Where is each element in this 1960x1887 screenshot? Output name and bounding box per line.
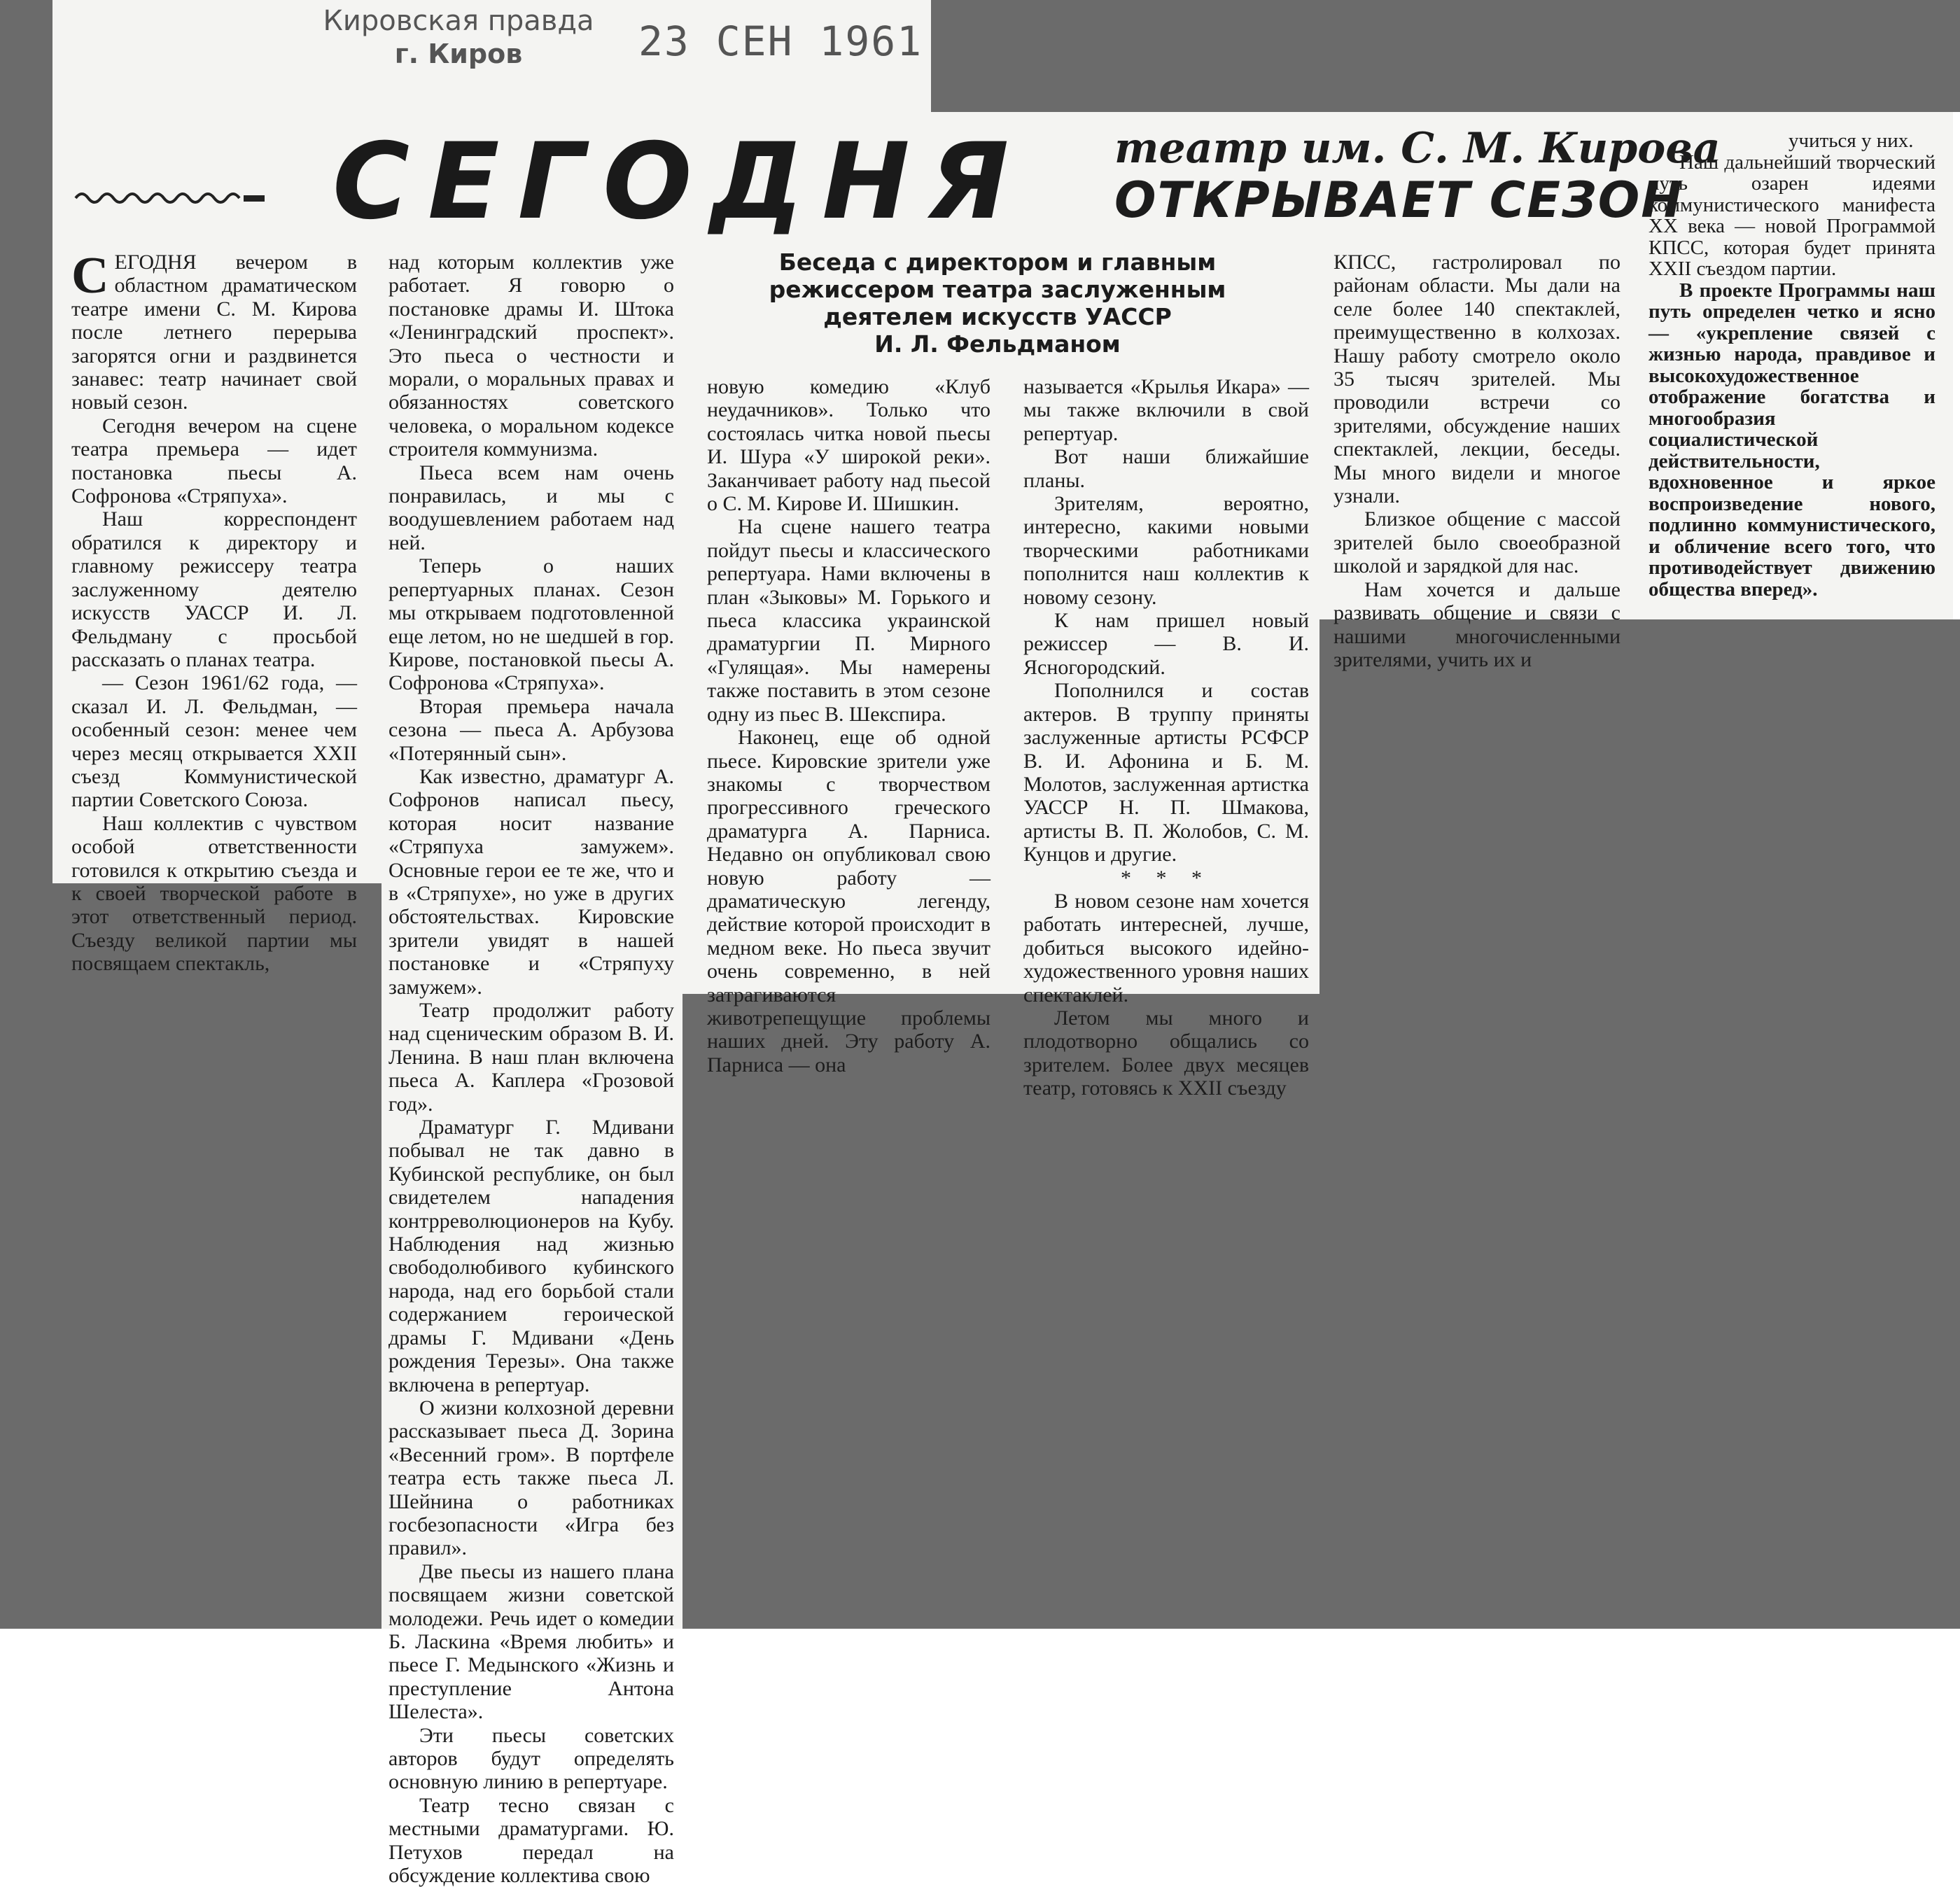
subhead-line: Беседа с директором и главным	[778, 248, 1217, 276]
stamp-newspaper-name: Кировская правда	[323, 5, 594, 37]
subhead-line: И. Л. Фельдманом	[874, 330, 1121, 358]
stamp-date: 23 СЕН 1961	[638, 17, 923, 65]
paragraph: В проекте Программы наш путь определен четко и ясно — «укрепление связей с жизнью народа, правдивое и высокохудожественное отображение богатства и многообразия социалистической действительности, вдохновенное и яркое воспроизведение нового, подлинно коммунистического, и обличение всего того, что противодействует движению общества вперед».	[1648, 279, 1935, 601]
paragraph	[71, 247, 357, 414]
article-column-3	[707, 375, 990, 1076]
paragraph: Как известно, драматург А. Софронов написал пьесу, которая носит название «Стряпуха замужем». Основные герои ее те же, что и в «Стряпухе», но уже в других обстоятельствах. Кировские зрители увидят в нашей постановке и «Стряпуху замужем».	[388, 764, 674, 999]
paragraph: Наш корреспондент обратился к директору и главному режиссеру театра заслуженному деятелю искусств УАССР И. Л. Фельдману с просьбой рассказать о планах театра.	[71, 507, 357, 671]
paragraph: На сцене нашего театра пойдут пьесы и классического репертуара. Нами включены в план «Зыковы» М. Горького и пьеса классика украинской драматургии П. Мирного «Гулящая». Мы намерены также поставить в этом сезоне одну из пьес В. Шекспира.	[707, 515, 990, 726]
article-column-1	[71, 247, 357, 976]
subhead-line: деятелем искусств УАССР	[823, 303, 1172, 330]
paragraph: Наш коллектив с чувством особой ответственности готовился к открытию съезда и к своей творческой работе в этот ответственный период. Съезду великой партии мы посвящаем спектакль,	[71, 811, 357, 976]
headline-wave-ornament	[76, 188, 265, 209]
interview-subhead	[700, 248, 1295, 358]
dropcap: С	[71, 247, 109, 304]
subhead-line: режиссером театра заслуженным	[769, 276, 1226, 303]
paragraph: Эти пьесы советских авторов будут определять основную линию в репертуаре.	[388, 1723, 674, 1794]
paragraph: КПСС, гастролировал по районам области. Мы дали на селе более 140 спектаклей, преимущественно в колхозах. Нашу работу смотрело около 35 тысяч зрителей. Мы проводили встречи со зрителями, обсуждение наших спектаклей, лекции, беседы. Мы много видели и многое узнали.	[1334, 251, 1620, 508]
headline-line2: ОТКРЫВАЕТ СЕЗОН	[1114, 171, 1684, 229]
paragraph: Две пьесы из нашего плана посвящаем жизни советской молодежи. Речь идет о комедии Б. Ласкина «Время любить» и пьесе Г. Медынского «Жизнь и преступление Антона Шелеста».	[388, 1559, 674, 1724]
paragraph: — Сезон 1961/62 года, — сказал И. Л. Фельдман, — особенный сезон: менее чем через месяц открывается XXII съезд Коммунистической партии Советского Союза.	[71, 671, 357, 812]
paragraph: над которым коллектив уже работает. Я говорю о постановке драмы И. Штока «Ленинградский проспект». Это пьеса о честности и морали, о моральных правах и обязанностях советского человека, о моральном кодексе строителя коммунизма.	[388, 251, 674, 461]
paragraph: Нам хочется и дальше развивать общение и связи с нашими многочисленными зрителями, учить их и	[1334, 577, 1620, 671]
paragraph: Зрителям, вероятно, интересно, какими новыми творческими работниками пополнится наш коллектив к новому сезону.	[1023, 492, 1309, 609]
paragraph: называется «Крылья Икара» — мы также включили в свой репертуар.	[1023, 375, 1309, 445]
background-lower-left	[0, 883, 382, 1629]
paragraph: К нам пришел новый режиссер — В. И. Ясногородский.	[1023, 609, 1309, 679]
background-top	[931, 0, 1960, 112]
paragraph: Теперь о наших репертуарных планах. Сезон мы открываем подготовленной еще летом, но не шедшей в гор. Кирове, постановкой пьесы А. Софронова «Стряпуха».	[388, 554, 674, 695]
paragraph: В новом сезоне нам хочется работать интересней, лучше, добиться высокого идейно-художественного уровня наших спектаклей.	[1023, 889, 1309, 1006]
paragraph: Театр тесно связан с местными драматургами. Ю. Петухов передал на обсуждение коллектива свою	[388, 1793, 674, 1887]
paragraph: Вторая премьера начала сезона — пьеса А. Арбузова «Потерянный сын».	[388, 694, 674, 765]
background-lower-middle	[682, 994, 1960, 1629]
article-column-2	[388, 251, 674, 1887]
paragraph: Пополнился и состав актеров. В труппу приняты заслуженные артисты РСФСР В. И. Афонина и Б. М. Молотов, заслуженная артистка УАССР Н. П. Шмакова, артисты В. П. Жолобов, С. М. Кунцов и другие.	[1023, 679, 1309, 867]
paragraph: Театр продолжит работу над сценическим образом В. И. Ленина. В наш план включена пьеса А. Каплера «Грозовой год».	[388, 999, 674, 1116]
paragraph: Летом мы много и плодотворно общались со зрителем. Более двух месяцев театр, готовясь к XXII съезду	[1023, 1006, 1309, 1100]
article-column-4	[1023, 375, 1309, 1100]
paragraph: Драматург Г. Мдивани побывал не так давно в Кубинской республике, он был свидетелем нападения контрреволюционеров на Кубу. Наблюдения над жизнью свободолюбивого кубинского народа, над его борьбой стали содержанием героической драмы Г. Мдивани «День рождения Терезы». Она также включена в репертуар.	[388, 1116, 674, 1396]
headline-line1: театр им. С. М. Кирова	[1114, 124, 1721, 173]
paragraph: новую комедию «Клуб неудачников». Только что состоялась читка новой пьесы И. Шура «У широкой реки». Заканчивает работу над пьесой о С. М. Кирове И. Шишкин.	[707, 375, 990, 516]
article-column-6	[1648, 130, 1935, 617]
section-divider-stars: * * *	[1121, 866, 1212, 890]
stamp-city: г. Киров	[394, 38, 523, 69]
paragraph: Наш дальнейший творческий путь озарен идеями коммунистического манифеста XX века — новой Программой КПСС, которая будет принята XXII съездом партии.	[1648, 150, 1935, 280]
paragraph: Наконец, еще об одной пьесе. Кировские зрители уже знакомы с творчеством прогрессивного греческого драматурга А. Парниса. Недавно он опубликовал свою новую работу — драматическую легенду, действие которой происходит в медном веке. Но пьеса звучит очень современно, в ней затрагиваются животрепещущие проблемы наших дней. Эту работу А. Парниса — она	[707, 726, 990, 1076]
paragraph: Близкое общение с массой зрителей было своеобразной школой и зарядкой для нас.	[1334, 507, 1620, 578]
newspaper-stamp	[318, 4, 598, 70]
paragraph: Вот наши ближайшие планы.	[1023, 445, 1309, 492]
paragraph-text: ЕГОДНЯ вечером в областном драматическом театре имени С. М. Кирова после летнего перерыва загорятся огни и раздвинется занавес: театр начинает свой новый сезон.	[71, 251, 357, 414]
paragraph: О жизни колхозной деревни рассказывает пьеса Д. Зорина «Весенний гром». В портфеле театра есть также пьеса Л. Шейнина о работниках госбезопасности «Игра без правил».	[388, 1396, 674, 1560]
paragraph: Пьеса всем нам очень понравилась, и мы с воодушевлением работаем над ней.	[388, 461, 674, 554]
paragraph: Сегодня вечером на сцене театра премьера — идет постановка пьесы А. Софронова «Стряпуха».	[71, 414, 357, 508]
headline-main: СЕГОДНЯ	[332, 121, 1028, 243]
paragraph: учиться у них.	[1788, 129, 1914, 152]
article-column-5	[1334, 251, 1620, 671]
